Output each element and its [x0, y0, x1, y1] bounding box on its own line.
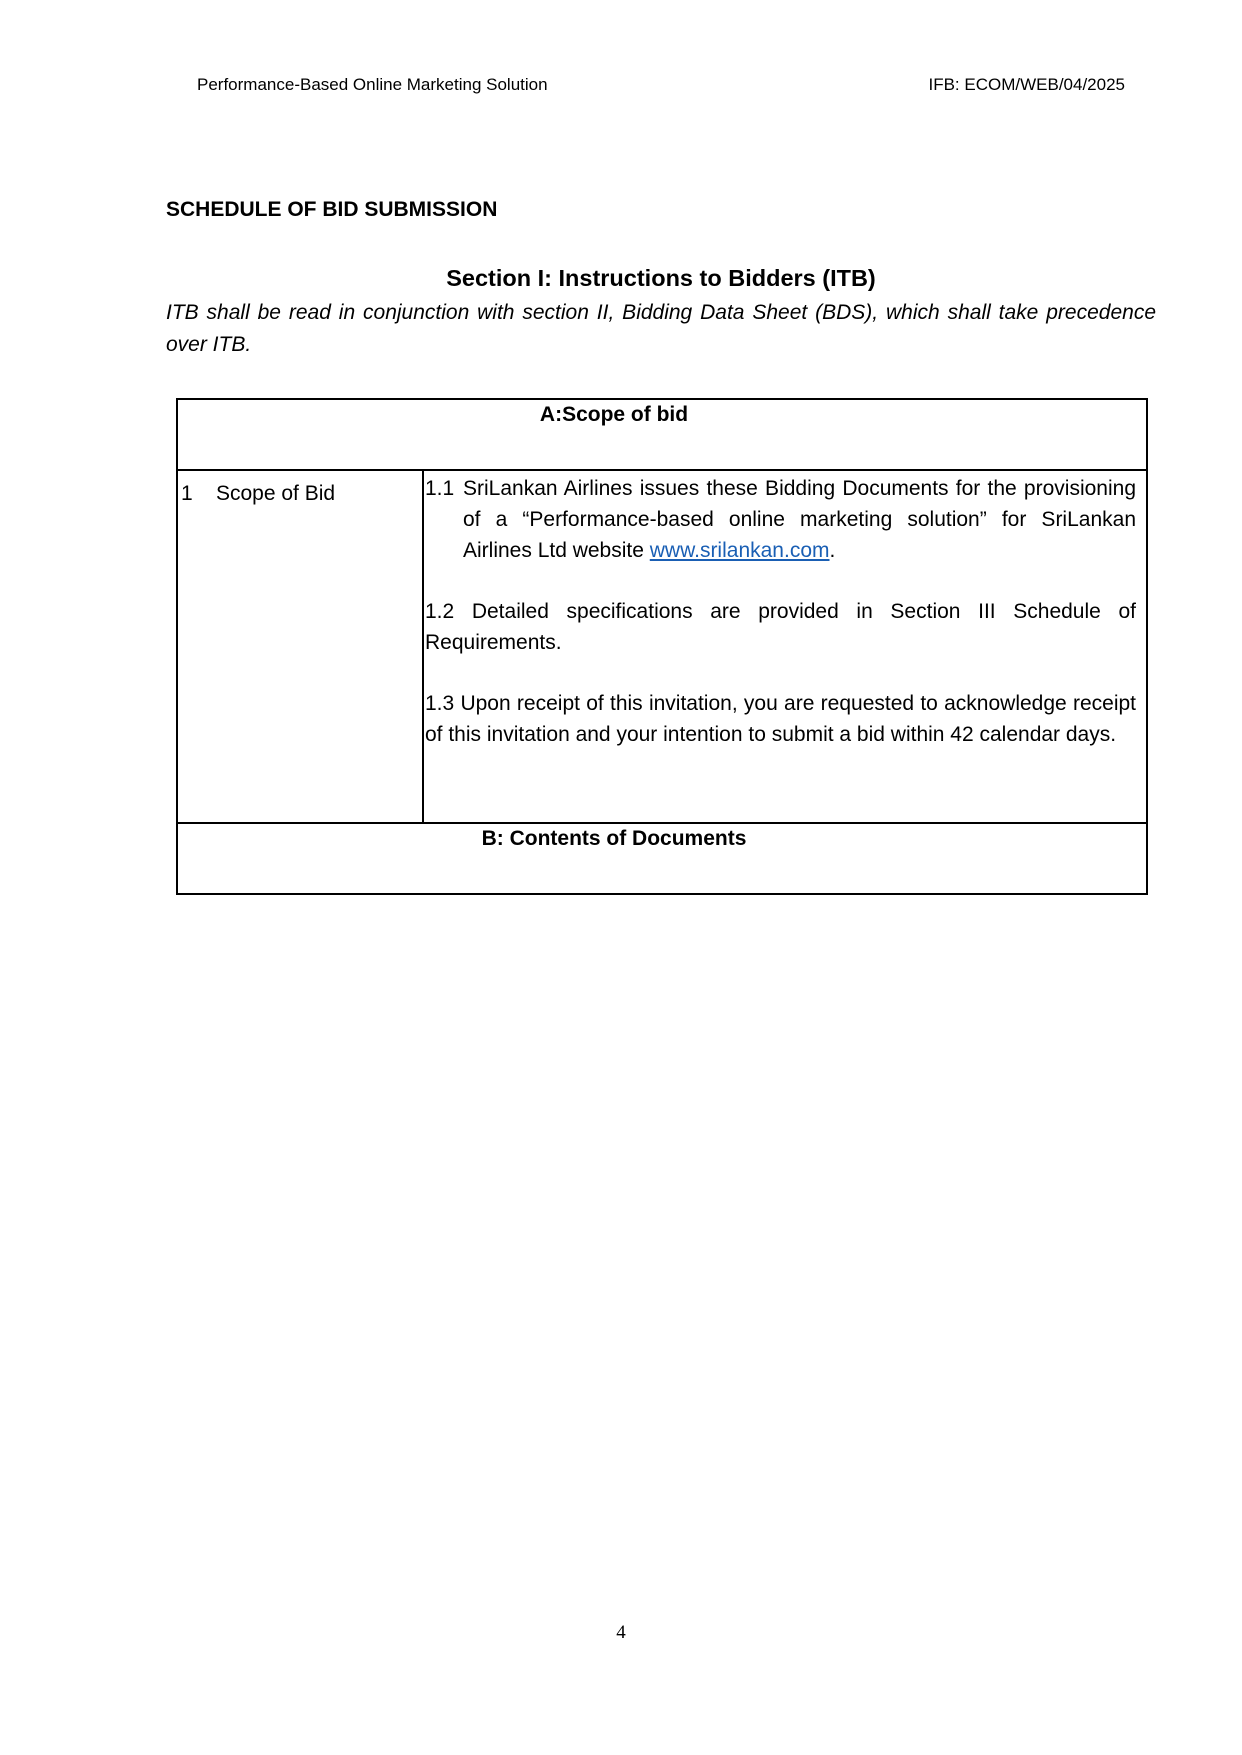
section-a-heading: A:Scope of bid	[539, 403, 689, 426]
section-b-row	[177, 823, 1147, 894]
section-a-cell	[177, 399, 1147, 470]
srilankan-website-link[interactable]: www.srilankan.com	[649, 539, 830, 562]
section-a-row	[177, 399, 1147, 470]
section-heading: Section I: Instructions to Bidders (ITB)	[446, 265, 876, 291]
running-header	[197, 75, 1125, 95]
section-b-cell	[177, 823, 1147, 894]
paragraph-1-1-text	[463, 473, 1136, 566]
clause-content-cell	[423, 470, 1147, 823]
section-b-heading: B: Contents of Documents	[481, 827, 747, 850]
paragraph-1-1-body: SriLankan Airlines issues these Bidding Documents for the provisioning of a “Performance-based online marketing solution” for SriLankan Airlines Ltd website	[463, 477, 1136, 562]
document-title: SCHEDULE OF BID SUBMISSION	[166, 198, 498, 221]
header-document-name: Performance-Based Online Marketing Solution	[197, 75, 548, 94]
clause-number: 1	[181, 482, 193, 505]
clause-title: Scope of Bid	[216, 482, 336, 505]
intro-paragraph: ITB shall be read in conjunction with section II, Bidding Data Sheet (BDS), which shall take precedence over ITB.	[166, 301, 1156, 356]
clause-label-cell	[177, 470, 423, 823]
scope-table	[176, 398, 1148, 895]
paragraph-1-2: 1.2 Detailed specifications are provided in Section III Schedule of Requirements.	[425, 600, 1136, 654]
clause-label	[178, 482, 422, 506]
paragraph-1-3: 1.3 Upon receipt of this invitation, you are requested to acknowledge receipt of this invitation and your intention to submit a bid within 42 calendar days.	[425, 692, 1136, 746]
scope-of-bid-row	[177, 470, 1147, 823]
paragraph-1-1-number: 1.1	[425, 477, 455, 500]
paragraph-1-1-end: .	[829, 539, 836, 562]
page-number: 4	[616, 1622, 626, 1643]
paragraph-1-1	[425, 473, 1136, 566]
header-ifb-reference: IFB: ECOM/WEB/04/2025	[928, 75, 1125, 94]
